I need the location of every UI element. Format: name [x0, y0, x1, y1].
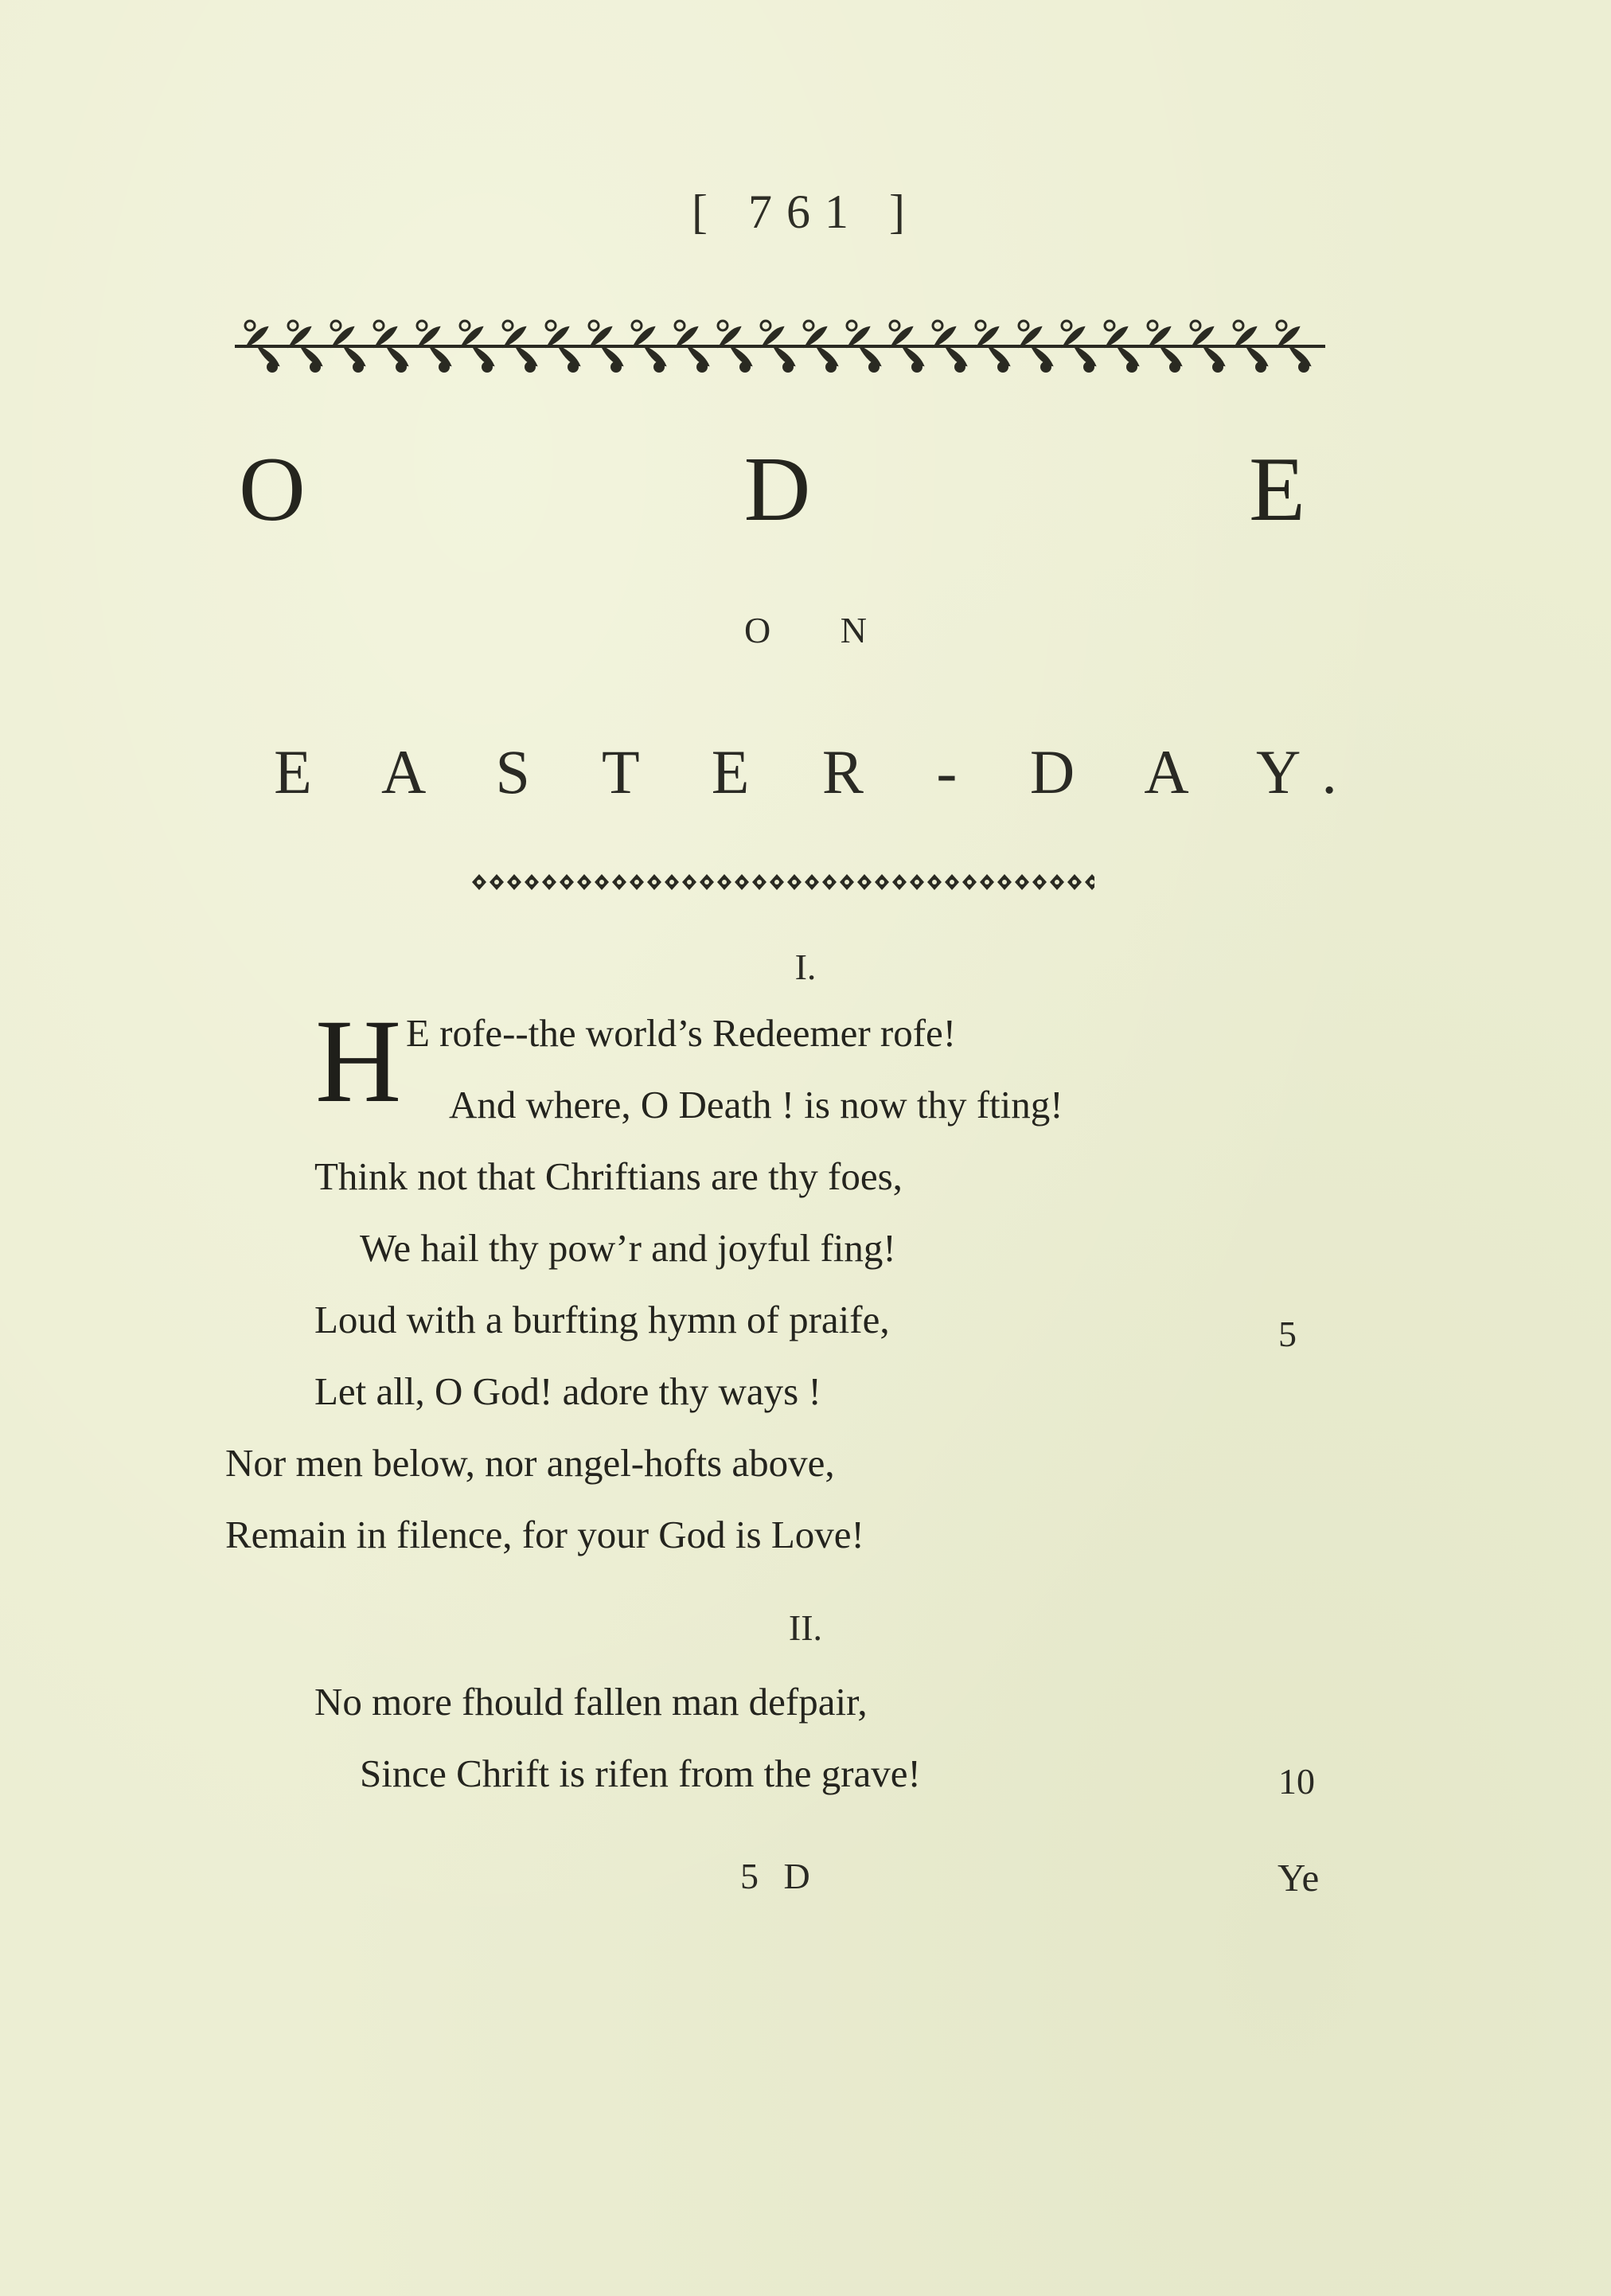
drop-cap: H [315, 995, 402, 1127]
verse-line: Remain in filence, for your God is Love! [225, 1513, 864, 1556]
ode-title [239, 438, 1305, 541]
verse-line: And where, O Death ! is now thy fting! [449, 1083, 1063, 1127]
line-number-10: 10 [1278, 1761, 1315, 1802]
signature-mark: 5 D [740, 1856, 818, 1896]
verse-line: Nor men below, nor angel-hofts above, [225, 1441, 835, 1485]
page-number: [ 761 ] [692, 185, 919, 238]
title-on: O N [744, 610, 897, 650]
decorative-rule-ornament [466, 872, 1094, 892]
stanza-numeral-1: I. [794, 947, 817, 987]
title-easter-day: E A S T E R - D A Y. [274, 737, 1366, 806]
verse-line: E rofe--the world’s Redeemer rofe! [406, 1011, 957, 1055]
verse-line: No more fhould fallen man defpair, [314, 1680, 868, 1724]
verse-line: We hail thy pow’r and joyful fing! [360, 1226, 896, 1270]
catchword: Ye [1277, 1856, 1320, 1900]
verse-line: Loud with a burfting hymn of praife, [314, 1298, 890, 1341]
title-letter-d: D [743, 439, 811, 541]
verse-line: Let all, O God! adore thy ways ! [314, 1369, 821, 1413]
title-letter-o: O [239, 439, 306, 541]
line-number-5: 5 [1278, 1314, 1297, 1354]
decorative-garland-ornament [231, 314, 1329, 378]
verse-line: Think not that Chriftians are thy foes, [314, 1154, 903, 1198]
stanza-numeral-2: II. [788, 1607, 823, 1648]
verse-line: Since Chrift is rifen from the grave! [360, 1751, 921, 1795]
title-letter-e: E [1249, 439, 1305, 541]
